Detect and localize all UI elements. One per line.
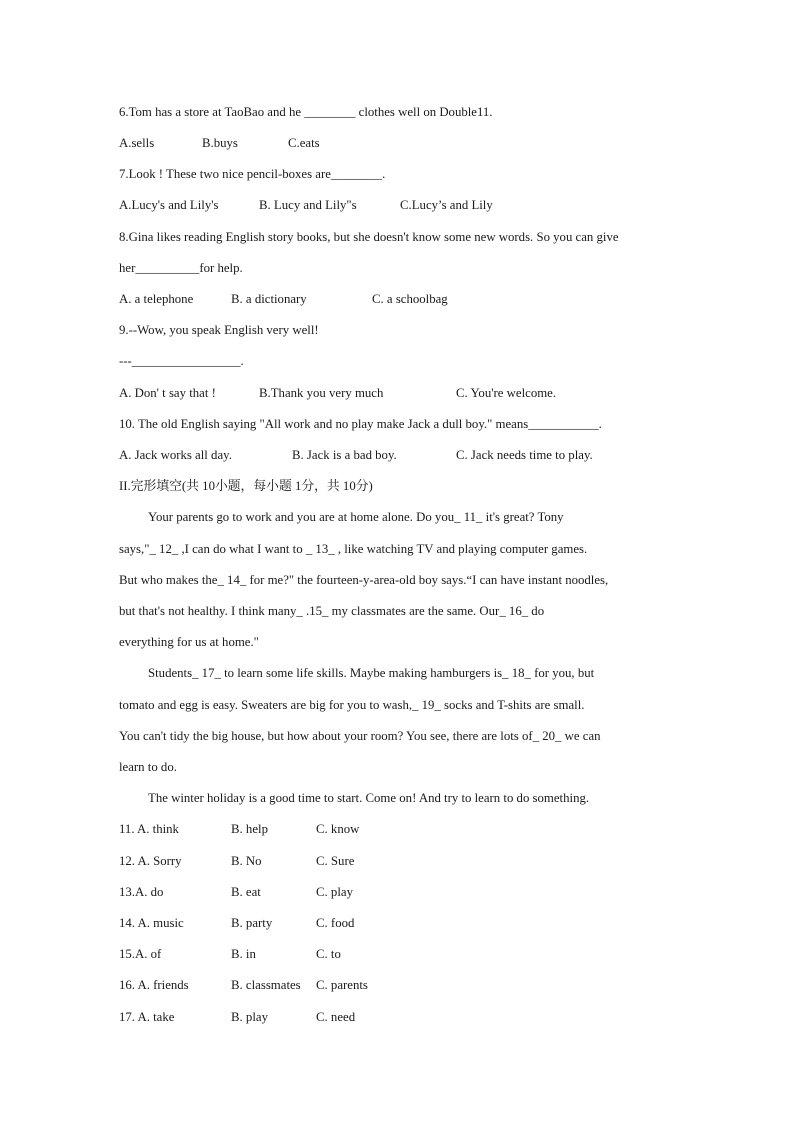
option-b: B. in (231, 947, 256, 961)
option-a: A.Lucy's and Lily's (119, 198, 219, 212)
passage-line: says,"_ 12_ ,I can do what I want to _ 13_ , like watching TV and playing computer games. (119, 542, 588, 556)
option-c: C. parents (316, 978, 368, 992)
option-a: 11. A. think (119, 822, 179, 836)
option-c: C. You're welcome. (456, 386, 557, 400)
option-c: C. food (316, 916, 355, 930)
option-b: B. Jack is a bad boy. (292, 448, 397, 462)
option-b: B. party (231, 916, 273, 930)
option-b: B. play (231, 1010, 268, 1024)
option-b: B. eat (231, 885, 261, 899)
option-c: C. a schoolbag (372, 292, 448, 306)
question-8-stem-continued: her__________for help. (119, 261, 243, 275)
option-c: C.Lucy’s and Lily (400, 198, 493, 212)
option-c: C. Sure (316, 854, 355, 868)
option-b: B. No (231, 854, 262, 868)
option-b: B. help (231, 822, 268, 836)
option-a: A. a telephone (119, 292, 194, 306)
passage-line: Students_ 17_ to learn some life skills. Maybe making hamburgers is_ 18_ for you, but (148, 666, 595, 680)
option-c: C. need (316, 1010, 356, 1024)
option-b: B.buys (202, 136, 238, 150)
option-a: A. Jack works all day. (119, 448, 232, 462)
option-a: 13.A. do (119, 885, 164, 899)
passage-line: Your parents go to work and you are at home alone. Do you_ 11_ it's great? Tony (148, 510, 564, 524)
option-c: C. to (316, 947, 341, 961)
option-c: C. Jack needs time to play. (456, 448, 593, 462)
passage-line: everything for us at home." (119, 635, 259, 649)
passage-line: tomato and egg is easy. Sweaters are big for you to wash,_ 19_ socks and T-shits are small. (119, 698, 585, 712)
option-c: C. play (316, 885, 353, 899)
option-a: 12. A. Sorry (119, 854, 182, 868)
option-a: A.sells (119, 136, 155, 150)
question-6-stem: 6.Tom has a store at TaoBao and he ________ clothes well on Double11. (119, 105, 493, 119)
section-2-heading: II.完形填空(共 10小题，每小题 1分，共 10分) (119, 479, 373, 493)
option-a: 15.A. of (119, 947, 162, 961)
question-8-stem: 8.Gina likes reading English story books, but she doesn't know some new words. So you can give (119, 230, 619, 244)
option-a: A. Don' t say that ! (119, 386, 216, 400)
option-c: C.eats (288, 136, 320, 150)
option-b: B. classmates (231, 978, 301, 992)
option-c: C. know (316, 822, 360, 836)
passage-line: But who makes the_ 14_ for me?" the fourteen-y-area-old boy says.“I can have instant noodles, (119, 573, 609, 587)
question-9-stem: 9.--Wow, you speak English very well! (119, 323, 319, 337)
option-a: 16. A. friends (119, 978, 189, 992)
question-10-stem: 10. The old English saying "All work and no play make Jack a dull boy." means___________. (119, 417, 602, 431)
option-a: 17. A. take (119, 1010, 175, 1024)
passage-line: but that's not healthy. I think many_ .15_ my classmates are the same. Our_ 16_ do (119, 604, 545, 618)
passage-line: You can't tidy the big house, but how about your room? You see, there are lots of_ 20_ we can (119, 729, 601, 743)
passage-line: The winter holiday is a good time to start. Come on! And try to learn to do something. (148, 791, 590, 805)
option-b: B.Thank you very much (259, 386, 384, 400)
option-b: B. a dictionary (231, 292, 307, 306)
option-a: 14. A. music (119, 916, 184, 930)
question-9-stem-continued: ---_________________. (119, 354, 244, 368)
option-b: B. Lucy and Lily"s (259, 198, 357, 212)
passage-line: learn to do. (119, 760, 177, 774)
question-7-stem: 7.Look ! These two nice pencil-boxes are________. (119, 167, 386, 181)
